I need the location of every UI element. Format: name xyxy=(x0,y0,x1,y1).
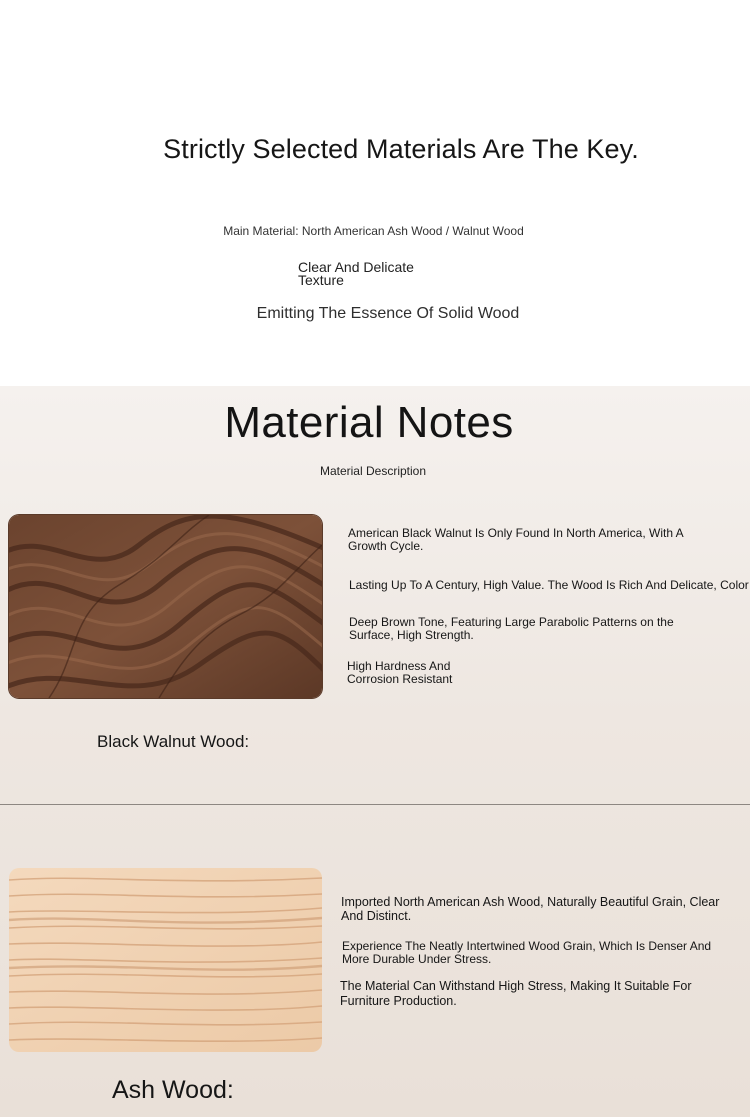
walnut-wood-texture-icon xyxy=(9,515,322,698)
texture-line-2: Texture xyxy=(298,272,344,288)
material-notes-section xyxy=(0,386,750,1117)
intro-section xyxy=(0,0,750,386)
section-title: Material Notes xyxy=(224,398,514,447)
walnut-wood-label: Black Walnut Wood: xyxy=(97,732,250,751)
walnut-note-3: Deep Brown Tone, Featuring Large Parabolic Patterns on the Surface, High Strength. xyxy=(349,615,674,642)
ash-note-3: The Material Can Withstand High Stress, Making It Suitable For Furniture Production. xyxy=(340,979,692,1008)
main-material-text: Main Material: North American Ash Wood / Walnut Wood xyxy=(223,224,524,238)
walnut-note-2: Lasting Up To A Century, High Value. The Wood Is Rich And Delicate, Color xyxy=(349,579,749,592)
ash-note-1: Imported North American Ash Wood, Naturally Beautiful Grain, Clear And Distinct. xyxy=(341,895,720,923)
texture-line-1: Clear And Delicate xyxy=(298,259,414,275)
section-subtitle: Material Description xyxy=(319,464,427,478)
walnut-wood-image xyxy=(9,515,322,698)
ash-note-2: Experience The Neatly Intertwined Wood Grain, Which Is Denser And More Durable Under Stress. xyxy=(342,939,712,966)
ash-wood-image xyxy=(9,868,322,1052)
ash-wood-label: Ash Wood: xyxy=(112,1076,234,1104)
section-divider xyxy=(0,804,750,805)
walnut-note-4: High Hardness And Corrosion Resistant xyxy=(347,659,453,686)
texture-text xyxy=(298,261,458,287)
headline: Strictly Selected Materials Are The Key. xyxy=(163,134,639,164)
walnut-note-1: American Black Walnut Is Only Found In North America, With A Growth Cycle. xyxy=(348,526,684,553)
essence-text: Emitting The Essence Of Solid Wood xyxy=(256,305,520,322)
ash-wood-texture-icon xyxy=(9,868,322,1052)
